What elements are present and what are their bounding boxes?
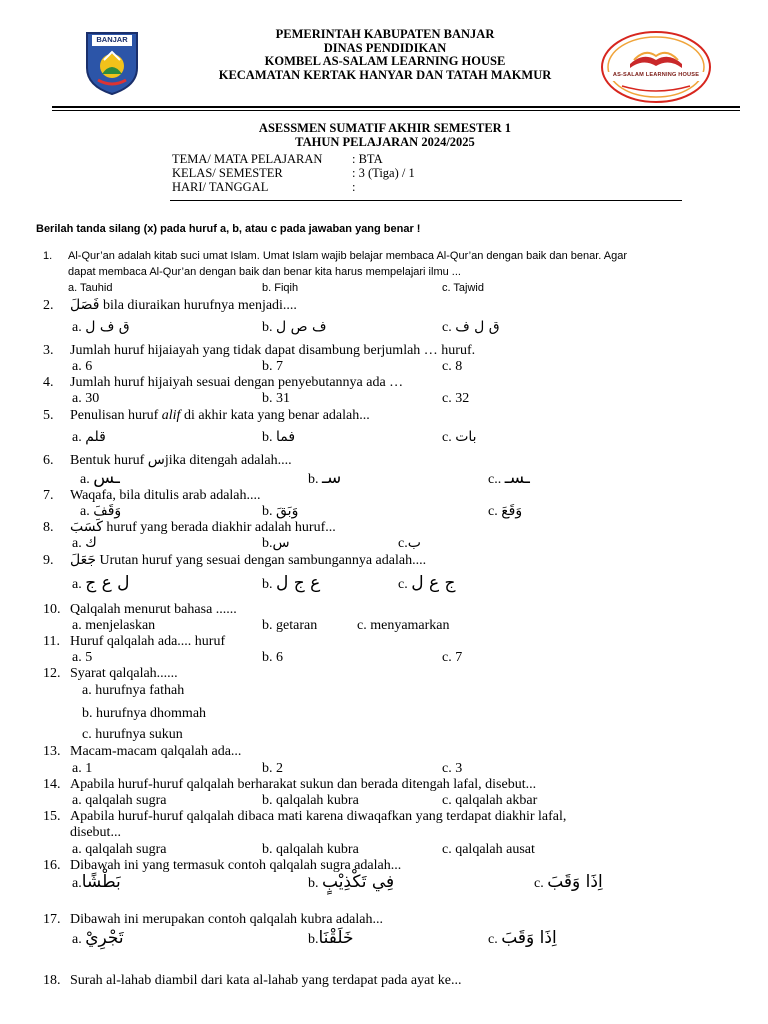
meta-class-value: : 3 (Tiga) / 1 bbox=[352, 166, 415, 180]
q16-option-c bbox=[534, 874, 603, 892]
q2-text: bila diuraikan hurufnya menjadi.... bbox=[99, 298, 297, 313]
q13-number: 13. bbox=[43, 744, 61, 759]
meta-subject-value: : BTA bbox=[352, 152, 383, 166]
q9-option-b-arabic: ع ج ل bbox=[276, 573, 321, 593]
q17-stem bbox=[43, 911, 383, 928]
instruction: Berilah tanda silang (x) pada huruf a, b, atau c pada jawaban yang benar ! bbox=[36, 223, 421, 235]
exam-title bbox=[200, 122, 570, 149]
q12-number: 12. bbox=[43, 666, 61, 681]
q16-option-b-arabic: فِي تَكْذِيْبٍ bbox=[322, 872, 395, 892]
q8-option-b-arabic: س bbox=[272, 535, 290, 551]
q5-option-c-label: c. bbox=[442, 430, 452, 445]
q10-text: Qalqalah menurut bahasa ...... bbox=[70, 602, 237, 617]
letterhead-line-1: PEMERINTAH KABUPATEN BANJAR bbox=[275, 27, 495, 41]
q5-text-italic: alif bbox=[161, 408, 181, 423]
q14-stem bbox=[43, 776, 536, 793]
q17-option-c-label: c. bbox=[488, 932, 498, 947]
q1-line-2: dapat membaca Al-Qur’an dengan baik dan benar kita harus mempelajari ilmu ... bbox=[68, 266, 461, 278]
q2-option-b bbox=[262, 319, 327, 336]
q8-option-b-label: b. bbox=[262, 536, 273, 551]
q2-option-a bbox=[72, 319, 130, 336]
q9-option-c-arabic: ج ع ل bbox=[411, 573, 456, 593]
q8-option-c-label: c. bbox=[398, 536, 408, 551]
q8-option-c bbox=[398, 535, 421, 552]
q8-option-a bbox=[72, 535, 97, 552]
meta-divider bbox=[170, 200, 682, 201]
q3-stem bbox=[43, 342, 475, 359]
meta-date bbox=[172, 180, 355, 194]
q2-stem bbox=[43, 297, 297, 314]
q13-text: Macam-macam qalqalah ada... bbox=[70, 744, 242, 759]
q13-option-a: a. 1 bbox=[72, 761, 93, 776]
q5-option-c bbox=[442, 429, 477, 446]
q17-option-b bbox=[308, 930, 354, 948]
q10-number: 10. bbox=[43, 602, 61, 617]
meta-subject bbox=[172, 152, 383, 166]
q5-option-b-label: b. bbox=[262, 430, 273, 445]
q15-option-b: b. qalqalah kubra bbox=[262, 842, 359, 857]
q7-option-b-arabic: وَبَقَ bbox=[276, 503, 299, 519]
q10-option-c: c. menyamarkan bbox=[357, 618, 450, 633]
q3-option-c: c. 8 bbox=[442, 359, 463, 374]
q9-option-b-label: b. bbox=[262, 577, 273, 592]
q1-option-a: a. Tauhid bbox=[68, 282, 113, 294]
q6-stem bbox=[43, 452, 292, 469]
q7-option-a-arabic: وَقَفَ bbox=[93, 503, 122, 519]
q6-option-a bbox=[80, 470, 120, 488]
q7-option-c-label: c. bbox=[488, 504, 498, 519]
q9-option-b bbox=[262, 575, 320, 593]
exam-title-line-2: TAHUN PELAJARAN 2024/2025 bbox=[295, 134, 475, 149]
q2-option-c bbox=[442, 319, 500, 336]
letterhead-line-3: KOMBEL AS-SALAM LEARNING HOUSE bbox=[264, 54, 506, 68]
q6-option-b-label: b. bbox=[308, 472, 319, 487]
q15-option-a: a. qalqalah sugra bbox=[72, 842, 167, 857]
q4-option-c: c. 32 bbox=[442, 391, 470, 406]
q17-option-b-arabic: خَلَقْنَا bbox=[318, 928, 354, 948]
meta-subject-key: TEMA/ MATA PELAJARAN bbox=[172, 152, 323, 166]
q9-option-c-label: c. bbox=[398, 577, 408, 592]
q10-option-b: b. getaran bbox=[262, 618, 318, 633]
q12-text: Syarat qalqalah...... bbox=[70, 666, 178, 681]
q18-stem bbox=[43, 972, 461, 989]
q7-option-c bbox=[488, 503, 522, 520]
q1-number: 1. bbox=[43, 250, 53, 262]
q5-option-b bbox=[262, 429, 295, 446]
q8-arabic: كَسَبَ bbox=[70, 519, 103, 535]
meta-date-value: : bbox=[352, 180, 356, 194]
header-divider-thin bbox=[52, 110, 740, 111]
q8-stem bbox=[43, 519, 336, 536]
q4-text: Jumlah huruf hijaiyah sesuai dengan penyebutannya ada … bbox=[70, 375, 404, 390]
q14-text: Apabila huruf-huruf qalqalah berharakat sukun dan berada ditengah lafal, disebut... bbox=[70, 777, 537, 792]
q11-text: Huruf qalqalah ada.... huruf bbox=[70, 634, 226, 649]
q8-text: huruf yang berada diakhir adalah huruf... bbox=[102, 520, 336, 535]
q6-option-b-arabic: سـ bbox=[322, 468, 342, 488]
q9-option-a-label: a. bbox=[72, 577, 82, 592]
q6-option-b bbox=[308, 470, 341, 488]
q14-option-a: a. qalqalah sugra bbox=[72, 793, 167, 808]
q4-option-b: b. 31 bbox=[262, 391, 290, 406]
q15-line-2: disebut... bbox=[70, 825, 121, 840]
q2-option-c-label: c. bbox=[442, 320, 452, 335]
q7-option-b bbox=[262, 503, 298, 520]
q2-number: 2. bbox=[43, 298, 54, 313]
q14-number: 14. bbox=[43, 777, 61, 792]
q2-option-b-arabic: ف ص ل bbox=[276, 319, 327, 335]
q5-option-a bbox=[72, 429, 106, 446]
q17-option-a bbox=[72, 930, 124, 948]
q9-number: 9. bbox=[43, 553, 54, 568]
q2-arabic: فَصَلَ bbox=[70, 297, 100, 313]
q11-option-c: c. 7 bbox=[442, 650, 463, 665]
letterhead-line-2: DINAS PENDIDIKAN bbox=[323, 40, 447, 55]
q7-option-b-label: b. bbox=[262, 504, 273, 519]
q3-number: 3. bbox=[43, 343, 54, 358]
header-divider-thick bbox=[52, 106, 740, 108]
q12-stem bbox=[43, 665, 178, 682]
q4-stem bbox=[43, 374, 403, 391]
q3-option-b: b. 7 bbox=[262, 359, 283, 374]
banjar-emblem bbox=[84, 30, 140, 96]
q1-option-c: c. Tajwid bbox=[442, 282, 484, 294]
q6-option-a-arabic: ـس bbox=[93, 468, 120, 488]
q4-option-a: a. 30 bbox=[72, 391, 100, 406]
q15-line-1: Apabila huruf-huruf qalqalah dibaca mati karena diwaqafkan yang terdapat diakhir lafal, bbox=[70, 809, 567, 824]
q13-option-c: c. 3 bbox=[442, 761, 463, 776]
q9-option-a bbox=[72, 575, 130, 593]
q11-stem bbox=[43, 633, 225, 650]
emblem-label: BANJAR bbox=[96, 35, 128, 44]
q16-option-c-arabic: اِذَا وَقَبَ bbox=[547, 872, 603, 892]
q13-stem bbox=[43, 743, 241, 760]
q11-option-a: a. 5 bbox=[72, 650, 93, 665]
q17-option-c bbox=[488, 930, 557, 948]
q7-option-a bbox=[80, 503, 121, 520]
q7-text: Waqafa, bila ditulis arab adalah.... bbox=[70, 488, 261, 503]
q5-option-b-arabic: فما bbox=[276, 429, 296, 445]
q13-option-b: b. 2 bbox=[262, 761, 283, 776]
q15-number: 15. bbox=[43, 809, 61, 824]
q18-number: 18. bbox=[43, 973, 61, 988]
meta-class-key: KELAS/ SEMESTER bbox=[172, 166, 283, 180]
q7-option-c-arabic: وَقَعَ bbox=[501, 503, 523, 519]
q1-line-1: Al-Qur’an adalah kitab suci umat Islam. Umat Islam wajib belajar membaca Al-Qur’an dengan baik dan benar. Agar bbox=[68, 250, 628, 262]
q6-option-c-arabic: ـسـ bbox=[504, 468, 530, 488]
q7-option-a-label: a. bbox=[80, 504, 90, 519]
q5-number: 5. bbox=[43, 408, 54, 423]
q8-option-b bbox=[262, 535, 290, 552]
q6-number: 6. bbox=[43, 453, 54, 468]
q17-option-b-label: b. bbox=[308, 932, 319, 947]
q10-option-a: a. menjelaskan bbox=[72, 618, 156, 633]
q5-option-c-arabic: بات bbox=[455, 429, 477, 445]
q8-option-a-arabic: ك bbox=[85, 535, 97, 551]
q9-stem bbox=[43, 552, 426, 569]
as-salam-logo bbox=[596, 30, 716, 104]
q6-text-post: jika ditengah adalah.... bbox=[164, 453, 292, 468]
q6-option-c-label: c.. bbox=[488, 472, 502, 487]
q15-option-c: c. qalqalah ausat bbox=[442, 842, 535, 857]
q9-text: Urutan huruf yang sesuai dengan sambungannya adalah.... bbox=[96, 553, 427, 568]
q11-number: 11. bbox=[43, 634, 60, 649]
q14-option-c: c. qalqalah akbar bbox=[442, 793, 538, 808]
q17-text: Dibawah ini merupakan contoh qalqalah kubra adalah... bbox=[70, 912, 383, 927]
q9-option-c bbox=[398, 575, 456, 593]
q16-text: Dibawah ini yang termasuk contoh qalqalah sugra adalah... bbox=[70, 858, 402, 873]
q2-option-c-arabic: ق ل ف bbox=[455, 319, 500, 335]
letterhead-line-4: KECAMATAN KERTAK HANYAR DAN TATAH MAKMUR bbox=[218, 67, 552, 82]
q16-option-c-label: c. bbox=[534, 876, 544, 891]
q3-option-a: a. 6 bbox=[72, 359, 93, 374]
q10-stem bbox=[43, 601, 237, 618]
q5-option-a-label: a. bbox=[72, 430, 82, 445]
q2-option-a-label: a. bbox=[72, 320, 82, 335]
q17-option-a-arabic: تَجْرِيْ bbox=[85, 928, 124, 948]
q16-option-a-label: a. bbox=[72, 876, 82, 891]
q7-number: 7. bbox=[43, 488, 54, 503]
logo-caption: AS-SALAM LEARNING HOUSE bbox=[612, 72, 700, 78]
q8-option-a-label: a. bbox=[72, 536, 82, 551]
q12-option-c: c. hurufnya sukun bbox=[82, 727, 183, 742]
q16-option-b bbox=[308, 874, 394, 892]
q6-text-pre: Bentuk huruf bbox=[70, 453, 148, 468]
letterhead bbox=[200, 28, 570, 82]
q11-option-b: b. 6 bbox=[262, 650, 283, 665]
q5-option-a-arabic: قلم bbox=[85, 429, 106, 445]
q9-option-a-arabic: ل ع ج bbox=[85, 573, 130, 593]
q16-number: 16. bbox=[43, 858, 61, 873]
q9-arabic: جَعَلَ bbox=[70, 552, 97, 568]
q15-stem bbox=[43, 808, 566, 825]
q16-option-a-arabic: بَطْشًا bbox=[81, 872, 121, 892]
q4-number: 4. bbox=[43, 375, 54, 390]
q12-option-a: a. hurufnya fathah bbox=[82, 683, 185, 698]
q5-text-pre: Penulisan huruf bbox=[70, 408, 162, 423]
exam-title-line-1: ASESSMEN SUMATIF AKHIR SEMESTER 1 bbox=[258, 121, 512, 135]
q6-option-c bbox=[488, 470, 530, 488]
q17-number: 17. bbox=[43, 912, 61, 927]
q17-option-c-arabic: اِذَا وَقَبَ bbox=[501, 928, 557, 948]
q2-option-a-arabic: ق ف ل bbox=[85, 319, 130, 335]
q2-option-b-label: b. bbox=[262, 320, 273, 335]
q5-stem bbox=[43, 407, 370, 424]
q6-arabic: س bbox=[147, 452, 165, 468]
q16-option-b-label: b. bbox=[308, 876, 319, 891]
meta-date-key: HARI/ TANGGAL bbox=[172, 180, 269, 194]
q8-option-c-arabic: ب bbox=[407, 535, 421, 551]
q16-option-a bbox=[72, 874, 121, 892]
q12-option-b: b. hurufnya dhommah bbox=[82, 706, 207, 721]
meta-class bbox=[172, 166, 415, 180]
q14-option-b: b. qalqalah kubra bbox=[262, 793, 359, 808]
q7-stem bbox=[43, 487, 261, 504]
q5-text-post: di akhir kata yang benar adalah... bbox=[180, 408, 370, 423]
q17-option-a-label: a. bbox=[72, 932, 82, 947]
q3-text: Jumlah huruf hijaiayah yang tidak dapat disambung berjumlah … huruf. bbox=[70, 343, 476, 358]
q6-option-a-label: a. bbox=[80, 472, 90, 487]
q8-number: 8. bbox=[43, 520, 54, 535]
q18-text: Surah al-lahab diambil dari kata al-lahab yang terdapat pada ayat ke... bbox=[70, 973, 462, 988]
q1-option-b: b. Fiqih bbox=[262, 282, 299, 294]
